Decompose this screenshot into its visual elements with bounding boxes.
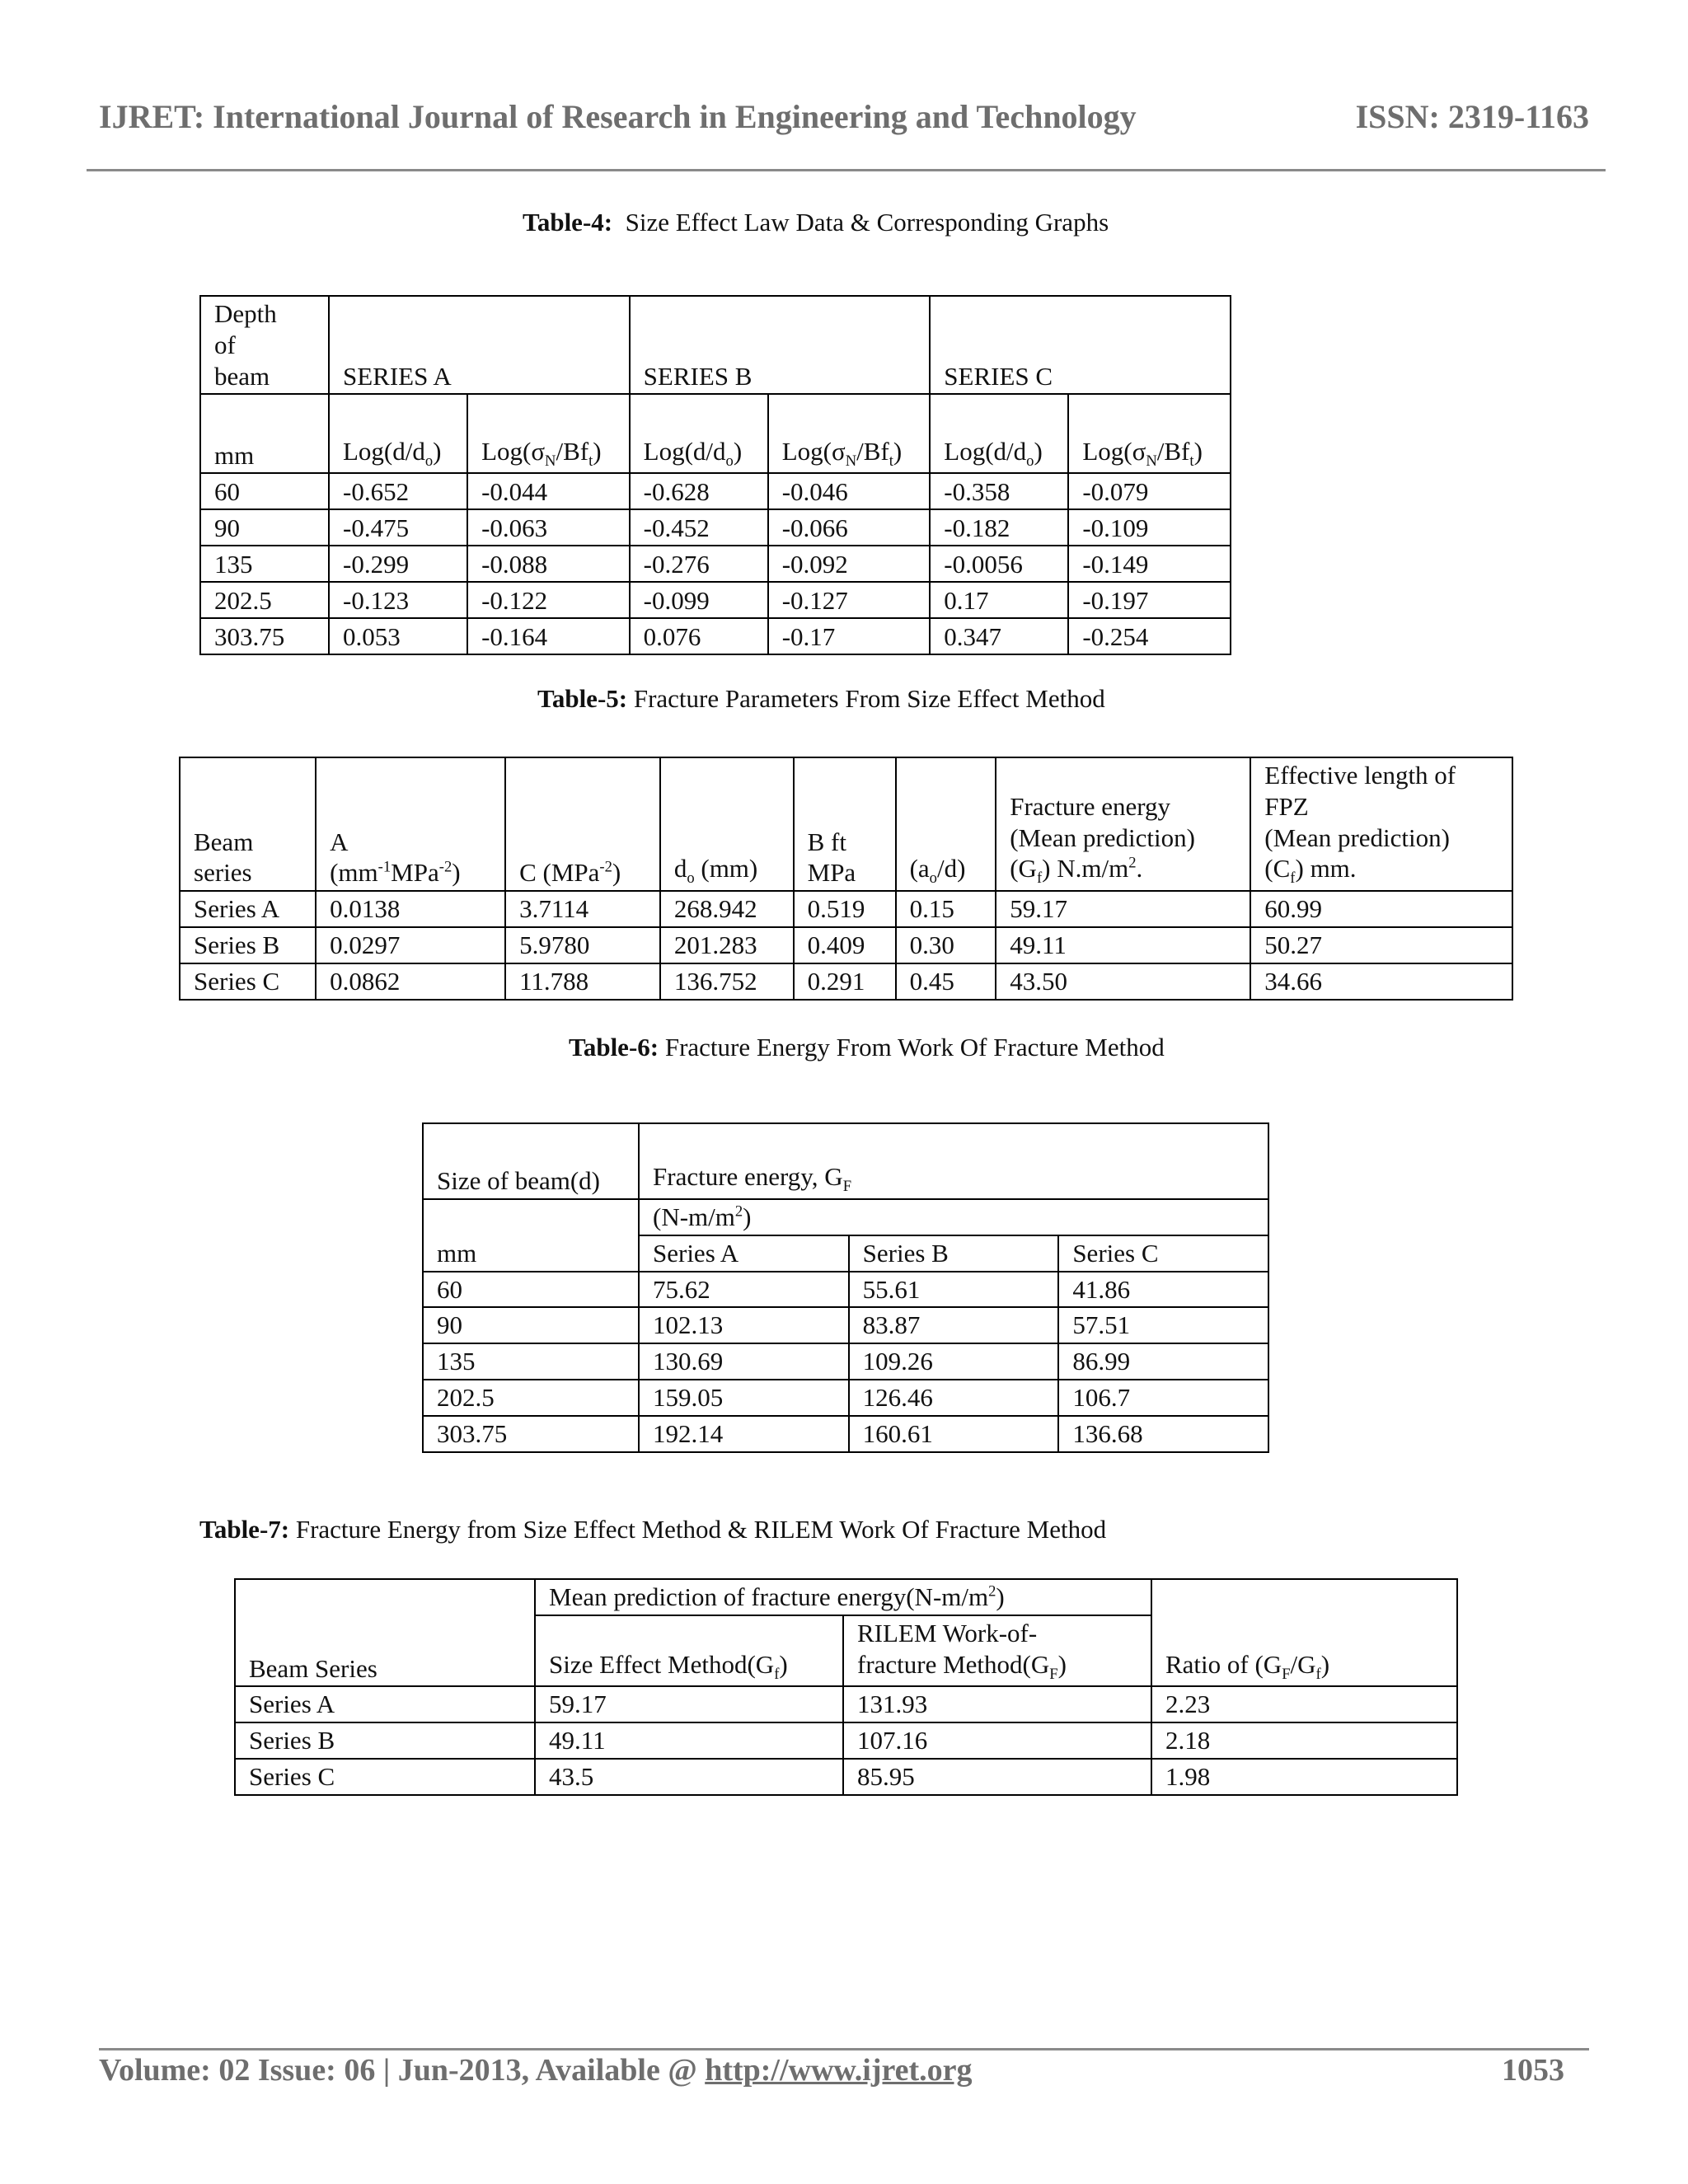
table-row	[423, 1343, 1268, 1380]
table-cell: Beam series	[180, 757, 316, 891]
table-cell: 303.75	[200, 618, 329, 654]
table-cell: -0.254	[1068, 618, 1231, 654]
table5	[179, 757, 1513, 1001]
issn: ISSN: 2319-1163	[1355, 98, 1589, 135]
table-cell: 3.7114	[505, 891, 660, 927]
table-cell: -0.046	[768, 473, 931, 509]
table-cell: -0.652	[329, 473, 467, 509]
table-cell: Series C	[235, 1759, 535, 1795]
table-cell: 136.752	[660, 963, 794, 1000]
table-row	[200, 509, 1231, 546]
table-cell: 0.053	[329, 618, 467, 654]
table-cell: 75.62	[639, 1272, 849, 1308]
table-cell: 57.51	[1058, 1307, 1268, 1343]
table-cell: 0.519	[794, 891, 896, 927]
table-cell: $Log(\sigma_N/Bf_t)$	[467, 394, 630, 473]
table-row	[423, 1272, 1268, 1308]
table-cell: Fracture energy (Mean prediction) $(G_f)$ $N.m/m^2$.	[996, 757, 1250, 891]
table-cell: -0.197	[1068, 582, 1231, 618]
table-cell: Size Effect $Method(G_f)$	[535, 1615, 843, 1687]
table-cell: -0.123	[329, 582, 467, 618]
table-cell: 1.98	[1151, 1759, 1457, 1795]
table-cell: $Log(d/d_o)$	[930, 394, 1068, 473]
table-cell: 106.7	[1058, 1380, 1268, 1416]
table-cell: 49.11	[996, 927, 1250, 963]
table-row	[180, 891, 1512, 927]
table-cell: mm	[200, 394, 329, 473]
table-cell: 0.15	[896, 891, 996, 927]
table-cell: 201.283	[660, 927, 794, 963]
table-cell: 135	[423, 1343, 639, 1380]
table-cell: 107.16	[843, 1722, 1151, 1759]
table-cell: -0.092	[768, 546, 931, 582]
table-row	[423, 1380, 1268, 1416]
table-row	[200, 618, 1231, 654]
table-cell: -0.358	[930, 473, 1068, 509]
table-cell: 43.50	[996, 963, 1250, 1000]
table-cell: -0.164	[467, 618, 630, 654]
table-cell: -0.299	[329, 546, 467, 582]
table-cell: 60.99	[1250, 891, 1512, 927]
table-row	[235, 1686, 1457, 1722]
table-cell: 126.46	[849, 1380, 1059, 1416]
table-cell: Depth of beam	[200, 296, 329, 394]
table-cell: -0.182	[930, 509, 1068, 546]
table-cell: -0.475	[329, 509, 467, 546]
table-cell: $Log(\sigma_N/Bf_t)$	[768, 394, 931, 473]
table6-caption: Table-6: Fracture Energy From Work Of Fracture Method	[569, 1033, 1165, 1062]
table5-caption: Table-5: Fracture Parameters From Size Effect Method	[537, 684, 1105, 713]
table-cell: -0.122	[467, 582, 630, 618]
table-cell: 0.45	[896, 963, 996, 1000]
table-row	[423, 1307, 1268, 1343]
header-rule	[87, 169, 1606, 171]
table-cell: 60	[200, 473, 329, 509]
journal-link[interactable]: http://www.ijret.org	[705, 2053, 973, 2088]
table-cell: 192.14	[639, 1416, 849, 1452]
table-cell: 49.11	[535, 1722, 843, 1759]
table-cell: 109.26	[849, 1343, 1059, 1380]
table7	[234, 1578, 1458, 1796]
table-cell: SERIES B	[630, 296, 931, 394]
table-row	[200, 473, 1231, 509]
table-cell: 131.93	[843, 1686, 1151, 1722]
table-cell: 50.27	[1250, 927, 1512, 963]
table-cell: SERIES A	[329, 296, 630, 394]
table-cell: 59.17	[535, 1686, 843, 1722]
table-row	[423, 1199, 1268, 1235]
table-cell: Series A	[639, 1235, 849, 1272]
table-cell: 83.87	[849, 1307, 1059, 1343]
table-cell: -0.17	[768, 618, 931, 654]
table-cell: 0.291	[794, 963, 896, 1000]
table-cell: 0.0862	[316, 963, 505, 1000]
table-cell: Series C	[1058, 1235, 1268, 1272]
table-cell: 43.5	[535, 1759, 843, 1795]
table-cell: 90	[423, 1307, 639, 1343]
table-cell: 202.5	[423, 1380, 639, 1416]
table-cell: mm	[423, 1199, 639, 1272]
table-cell: 5.9780	[505, 927, 660, 963]
table-row	[200, 582, 1231, 618]
page-number: 1053	[1502, 2053, 1564, 2088]
table-cell: 303.75	[423, 1416, 639, 1452]
table-cell: 2.18	[1151, 1722, 1457, 1759]
running-footer	[99, 2052, 1564, 2102]
table-cell: 60	[423, 1272, 639, 1308]
table-cell: Series B	[180, 927, 316, 963]
table-cell: Effective length of FPZ (Mean prediction) $(C_f)$ mm.	[1250, 757, 1512, 891]
table-cell: -0.109	[1068, 509, 1231, 546]
table-row	[423, 1416, 1268, 1452]
table-cell: $Log(d/d_o)$	[630, 394, 768, 473]
table-row	[200, 546, 1231, 582]
table-cell: -0.099	[630, 582, 768, 618]
table-cell: 59.17	[996, 891, 1250, 927]
table-cell: 34.66	[1250, 963, 1512, 1000]
running-header	[99, 97, 1589, 147]
table4-caption: Table-4: Size Effect Law Data & Corresponding Graphs	[523, 208, 1109, 237]
table-row	[235, 1759, 1457, 1795]
table-cell: -0.127	[768, 582, 931, 618]
table-cell: Mean prediction of fracture $energy(N-m/m^2)$	[535, 1579, 1151, 1615]
table-cell: $(N-m/m^2)$	[639, 1199, 1268, 1235]
table-cell: 136.68	[1058, 1416, 1268, 1452]
table-cell: 41.86	[1058, 1272, 1268, 1308]
table-cell: RILEM Work-of- fracture $Method(G_F)$	[843, 1615, 1151, 1687]
table-cell: 90	[200, 509, 329, 546]
table-row	[180, 963, 1512, 1000]
table-cell: -0.066	[768, 509, 931, 546]
table-row	[200, 296, 1231, 394]
table-cell: 0.076	[630, 618, 768, 654]
table-cell: Series C	[180, 963, 316, 1000]
table-cell: Series A	[180, 891, 316, 927]
table-cell: 86.99	[1058, 1343, 1268, 1380]
table-cell: 202.5	[200, 582, 329, 618]
table-row	[235, 1579, 1457, 1615]
table-cell: -0.079	[1068, 473, 1231, 509]
table-cell: 0.0138	[316, 891, 505, 927]
table-cell: $d_o$ (mm)	[660, 757, 794, 891]
table7-caption: Table-7: Fracture Energy from Size Effect Method & RILEM Work Of Fracture Method	[199, 1515, 1107, 1544]
table-cell: -0.088	[467, 546, 630, 582]
table4	[199, 295, 1231, 655]
table-cell: B ft MPa	[794, 757, 896, 891]
table-cell: 55.61	[849, 1272, 1059, 1308]
table-cell: 160.61	[849, 1416, 1059, 1452]
table-row	[423, 1123, 1268, 1199]
table-cell: A $(mm^{-1}MPa^{-2})$	[316, 757, 505, 891]
table-cell: Fracture energy, $G_F$	[639, 1123, 1268, 1199]
table-cell: $(a_o/d)$	[896, 757, 996, 891]
table-cell: -0.0056	[930, 546, 1068, 582]
table-cell: 0.347	[930, 618, 1068, 654]
table-cell: 268.942	[660, 891, 794, 927]
table-cell: 159.05	[639, 1380, 849, 1416]
table-row	[180, 757, 1512, 891]
table-cell: -0.628	[630, 473, 768, 509]
table-cell: 2.23	[1151, 1686, 1457, 1722]
table-row	[200, 394, 1231, 473]
table-cell: -0.044	[467, 473, 630, 509]
table-cell: SERIES C	[930, 296, 1231, 394]
table-cell: 0.30	[896, 927, 996, 963]
table-cell: Series A	[235, 1686, 535, 1722]
table-cell: -0.063	[467, 509, 630, 546]
table6	[422, 1122, 1269, 1453]
table-cell: 0.0297	[316, 927, 505, 963]
footer-rule	[99, 2048, 1589, 2050]
table-cell: 135	[200, 546, 329, 582]
table-cell: 0.17	[930, 582, 1068, 618]
table-cell: C (MPa$^{-2}$)	[505, 757, 660, 891]
table-cell: Ratio of $(G_F/G_f)$	[1151, 1579, 1457, 1686]
table-row	[180, 927, 1512, 963]
table-cell: $Log(\sigma_N/Bf_t)$	[1068, 394, 1231, 473]
table-cell: 0.409	[794, 927, 896, 963]
table-cell: 102.13	[639, 1307, 849, 1343]
table-cell: Beam Series	[235, 1579, 535, 1686]
table-cell: Series B	[849, 1235, 1059, 1272]
journal-title: IJRET: International Journal of Research in Engineering and Technology	[99, 98, 1137, 135]
table-cell: 130.69	[639, 1343, 849, 1380]
table-row	[235, 1722, 1457, 1759]
table-cell: -0.149	[1068, 546, 1231, 582]
table-cell: $Log(d/d_o)$	[329, 394, 467, 473]
table-cell: 85.95	[843, 1759, 1151, 1795]
table-cell: Size of beam(d)	[423, 1123, 639, 1199]
table-cell: Series B	[235, 1722, 535, 1759]
table-cell: 11.788	[505, 963, 660, 1000]
table-cell: -0.452	[630, 509, 768, 546]
volume-info: Volume: 02 Issue: 06 | Jun-2013, Available @ http://www.ijret.org	[99, 2053, 973, 2088]
table-cell: -0.276	[630, 546, 768, 582]
